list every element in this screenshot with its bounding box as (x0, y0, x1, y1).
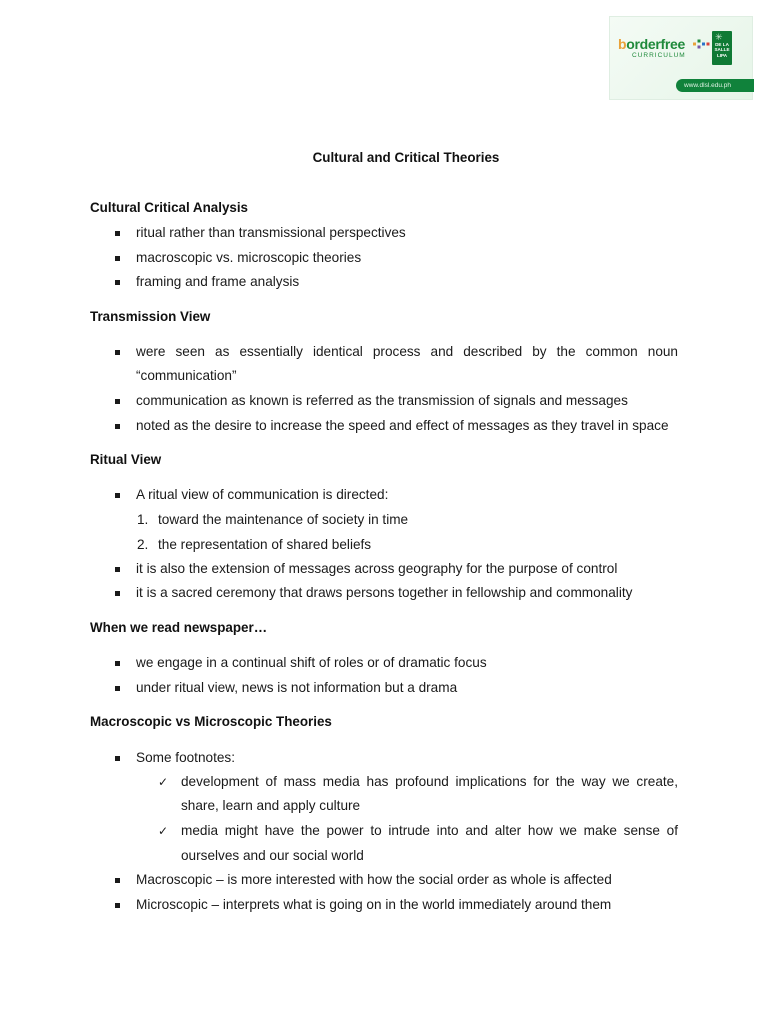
bullet-icon (115, 567, 120, 572)
list-item: Macroscopic – is more interested with how the social order as whole is affected (136, 872, 612, 887)
section-heading-cultural: Cultural Critical Analysis (90, 200, 249, 215)
logo-wordmark (618, 37, 685, 51)
numbered-item: the representation of shared beliefs (158, 537, 372, 552)
list-item: it is a sacred ceremony that draws persons together in fellowship and commonality (136, 585, 633, 600)
logo-accent-letter: b (618, 36, 627, 52)
seal-star-icon: ✳ (715, 32, 723, 42)
section-heading-newspaper: When we read newspaper… (90, 620, 268, 635)
list-item: it is also the extension of messages across geography for the purpose of control (136, 561, 618, 576)
bullet-icon (115, 493, 120, 498)
list-item: Microscopic – interprets what is going on in the world immediately around them (136, 897, 612, 912)
list-item: we engage in a continual shift of roles or of dramatic focus (136, 655, 487, 670)
bullet-icon (115, 399, 120, 404)
bullet-icon (115, 424, 120, 429)
list-item: ritual rather than transmissional perspectives (136, 225, 406, 240)
list-item: Some footnotes: (136, 750, 235, 765)
section-heading-transmission: Transmission View (90, 309, 211, 324)
list-item: macroscopic vs. microscopic theories (136, 250, 362, 265)
page-title: Cultural and Critical Theories (312, 150, 500, 165)
bullet-icon (115, 756, 120, 761)
list-number: 2. (137, 537, 149, 552)
bullet-icon (115, 661, 120, 666)
bullet-icon (115, 231, 120, 236)
checkmark-icon: ✓ (158, 824, 169, 838)
bullet-icon (115, 903, 120, 908)
section-heading-macro: Macroscopic vs Microscopic Theories (90, 714, 332, 729)
bullet-icon (115, 256, 120, 261)
borderfree-curriculum-logo (609, 16, 753, 100)
numbered-item: toward the maintenance of society in time (158, 512, 409, 527)
bullet-icon (115, 591, 120, 596)
logo-subtitle: CURRICULUM (632, 52, 686, 59)
school-seal (712, 31, 732, 65)
bullet-icon (115, 280, 120, 285)
list-item: under ritual view, news is not information but a drama (136, 680, 458, 695)
sub-list-item-continuation: share, learn and apply culture (181, 798, 361, 813)
bullet-icon (115, 878, 120, 883)
list-item: noted as the desire to increase the speed and effect of messages as they travel in space (136, 418, 669, 433)
seal-text: DE LA SALLE LIPA (714, 42, 730, 58)
bullet-icon (115, 686, 120, 691)
sub-list-item-continuation: ourselves and our social world (181, 848, 364, 863)
list-item: framing and frame analysis (136, 274, 300, 289)
sub-list-item: media might have the power to intrude into and alter how we make sense of (181, 823, 678, 838)
checkmark-icon: ✓ (158, 775, 169, 789)
logo-dots-icon (692, 39, 712, 49)
list-item: A ritual view of communication is directed: (136, 487, 389, 502)
list-item: were seen as essentially identical process and described by the common noun (136, 344, 678, 359)
section-heading-ritual: Ritual View (90, 452, 162, 467)
sub-list-item: development of mass media has profound implications for the way we create, (181, 774, 678, 789)
bullet-icon (115, 350, 120, 355)
logo-wordmark-text: orderfree (626, 36, 686, 52)
website-url: www.dlsl.edu.ph (676, 79, 754, 92)
list-item: communication as known is referred as the transmission of signals and messages (136, 393, 628, 408)
list-number: 1. (137, 512, 149, 527)
list-item-continuation: “communication” (136, 368, 237, 383)
